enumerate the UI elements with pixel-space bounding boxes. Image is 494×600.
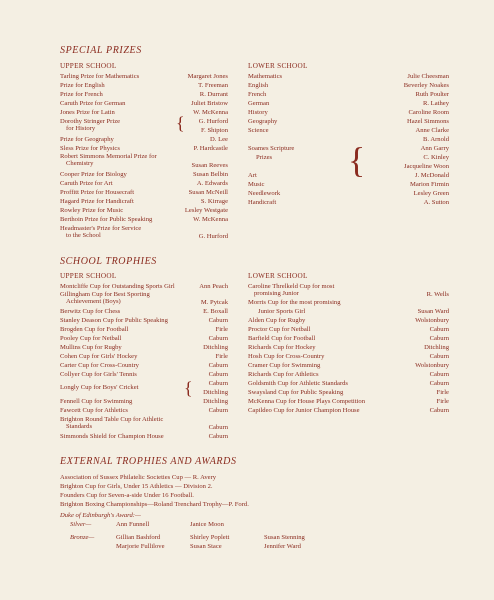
winner: Caroline Room [408,109,449,116]
winner: Caburn [208,371,228,378]
list-item: Mathematics [248,73,283,80]
winner: Ann Garry [420,145,449,152]
list-item: Hosh Cup for Cross-Country [248,353,325,360]
winner: Susan Belbin [193,171,228,178]
list-item: Morris Cup for the most promising [248,299,341,306]
special-lower-heading: LOWER SCHOOL [248,62,308,70]
winner: Ditchling [203,389,228,396]
winner: T. Freeman [198,82,228,89]
list-item: History [248,109,268,116]
special-prizes-heading: SPECIAL PRIZES [60,45,142,56]
trophies-upper-heading: UPPER SCHOOL [60,272,117,280]
list-item: Dorothy Stringer Prize [60,118,121,125]
winner: Caburn [208,380,228,387]
winner: Caburn [208,407,228,414]
winner: Hazel Simmons [407,118,449,125]
award-name: Susan Stenning [264,534,305,541]
bronze-label: Bronze— [70,534,95,541]
list-item: Berthoin Prize for Public Speaking [60,216,153,223]
list-item: Hagard Prize for Handicraft [60,198,134,205]
winner: J. McDonald [414,172,449,179]
list-item: Soames Scripture [248,145,295,152]
list-item: Headmaster's Prize for Service [60,225,142,232]
winner: Jacqueline Woon [404,163,449,170]
winner: C. Kinley [423,154,449,161]
list-item: Alden Cup for Rugby [248,317,306,324]
list-item: Pooley Cup for Netball [60,335,122,342]
list-item: McKenna Cup for House Plays Competition [248,398,366,405]
list-item: Berwitz Cup for Chess [60,308,121,315]
winner: R. Lathey [422,100,449,107]
list-item: Fawcett Cup for Athletics [60,407,128,414]
winner: Ditchling [203,344,228,351]
list-item: Richards Cup for Athletics [248,371,319,378]
winner: S. Kirrage [200,198,228,205]
list-item: Brogden Cup for Football [60,326,129,333]
winner: Caburn [208,362,228,369]
winner: G. Hurford [198,233,228,240]
list-item: Swaysland Cup for Public Speaking [248,389,344,396]
doe-title: Duke of Edinburgh's Award:— [60,512,141,519]
silver-label: Silver— [70,521,92,528]
winner: Wolstonbury [415,362,449,369]
winner: Lesley Westgate [184,207,228,214]
winner: P. Hardcastle [193,145,228,152]
list-item: Proctor Cup for Netball [248,326,311,333]
winner: Ruth Poulter [415,91,449,98]
award-name: Janice Moon [190,521,224,528]
list-item: Fennell Cup for Swimming [60,398,133,405]
list-item: Gillingham Cup for Best Sporting [60,291,150,298]
list-item: Standards [66,423,93,430]
brace: { [184,378,193,398]
winner: Caburn [429,407,449,414]
external-line: Founders Cup for Seven-a-side Under 16 Football. [60,492,194,499]
list-item: Longly Cup for Boys' Cricket [60,384,139,391]
winner: F. Shipton [201,127,228,134]
external-line: Association of Sussex Philatelic Societies Cup — R. Avery [60,474,217,481]
list-item: to the School [66,232,101,239]
list-item: Science [248,127,269,134]
list-item: English [248,82,269,89]
list-item: Capildeo Cup for Junior Champion House [248,407,360,414]
winner: Caburn [208,424,228,431]
winner: M. Pytcak [200,299,228,306]
list-item: Cramer Cup for Swimming [248,362,321,369]
award-name: Gillian Bashford [116,534,161,541]
winner: Caburn [208,317,228,324]
list-item: Proffitt Prize for Housecraft [60,189,135,196]
winner: W. McKenna [193,216,228,223]
winner: Firle [215,326,228,333]
list-item: French [248,91,267,98]
list-item: Stanley Deason Cup for Public Speaking [60,317,168,324]
list-item: Needlework [248,190,281,197]
winner: Ann Peach [199,283,228,290]
winner: Susan McNeill [188,189,228,196]
list-item: Prizes [256,154,273,161]
list-item: Prize for Geography [60,136,114,143]
winner: Susan Ward [417,308,449,315]
special-upper-heading: UPPER SCHOOL [60,62,117,70]
winner: Caburn [429,326,449,333]
list-item: Jones Prize for Latin [60,109,115,116]
list-item: Achievement (Boys) [66,298,121,305]
list-item: Cooper Prize for Biology [60,171,127,178]
winner: Firle [215,353,228,360]
winner: Beverley Noakes [403,82,449,89]
list-item: Carter Cup for Cross-Country [60,362,139,369]
winner: A. Edwards [196,180,228,187]
list-item: Caroline Threlkeld Cup for most [248,283,335,290]
winner: Ditchling [424,344,449,351]
external-line: Brighton Cup for Girls, Under 15 Athletics — Division 2. [60,483,213,490]
winner: R. Wells [426,291,449,298]
winner: D. Lee [210,136,228,143]
winner: Caburn [429,371,449,378]
award-name: Ann Funnell [116,521,150,528]
winner: Julie Cheesman [407,73,449,80]
list-item: for History [66,125,96,132]
list-item: Cohen Cup for Girls' Hockey [60,353,138,360]
winner: Susan Reeves [191,162,228,169]
award-name: Jennifer Ward [264,543,301,550]
school-trophies-heading: SCHOOL TROPHIES [60,256,157,267]
winner: Firle [436,398,449,405]
winner: Wolstonbury [415,317,449,324]
list-item: Rowley Prize for Music [60,207,124,214]
list-item: Brighton Round Table Cup for Athletic [60,416,164,423]
list-item: Collyer Cup for Girls' Tennis [60,371,137,378]
list-item: Handicraft [248,199,277,206]
list-item: Art [248,172,257,179]
list-item: Junior Sports Girl [258,308,306,315]
winner: Anne Clarke [415,127,449,134]
winner: Caburn [208,433,228,440]
winner: Lesley Green [413,190,449,197]
winner: Caburn [208,335,228,342]
winner: Margaret Jones [187,73,228,80]
list-item: Tarling Prize for Mathematics [60,73,140,80]
list-item: Barfield Cup for Football [248,335,316,342]
award-name: Susan Stace [190,543,222,550]
list-item: Geography [248,118,278,125]
list-item: German [248,100,270,107]
list-item: Richards Cup for Hockey [248,344,316,351]
list-item: Prize for English [60,82,105,89]
winner: R. Durrant [199,91,228,98]
winner: A. Sutton [423,199,449,206]
external-heading: EXTERNAL TROPHIES AND AWARDS [60,456,237,467]
list-item: Caruth Prize for German [60,100,126,107]
winner: Firle [436,389,449,396]
winner: G. Hurford [198,118,228,125]
winner: Ditchling [203,398,228,405]
list-item: promising Junior [254,290,299,297]
external-line: Brighton Boxing Championships—Roland Trenchard Trophy—P. Ford. [60,501,249,508]
award-name: Marjorie Fullilove [116,543,165,550]
winner: Caburn [429,353,449,360]
list-item: Robert Simmons Memorial Prize for [60,153,157,160]
list-item: Chemistry [66,160,94,167]
award-name: Shirley Poplett [190,534,230,541]
list-item: Mullins Cup for Rugby [60,344,122,351]
winner: Caburn [429,380,449,387]
brace: { [176,113,185,133]
trophies-lower-heading: LOWER SCHOOL [248,272,308,280]
list-item: Caruth Prize for Art [60,180,113,187]
list-item: Simmonds Shield for Champion House [60,433,164,440]
list-item: Sless Prize for Physics [60,145,120,152]
list-item: Prize for French [60,91,103,98]
list-item: Music [248,181,265,188]
winner: Juliet Bristow [191,100,228,107]
list-item: Goldsmith Cup for Athletic Standards [248,380,348,387]
brace: { [348,140,366,180]
list-item: Montcliffe Cup for Outstanding Sports Girl [60,283,175,290]
winner: E. Boxall [203,308,228,315]
winner: W. McKenna [193,109,228,116]
winner: B. Arnold [422,136,449,143]
winner: Marion Firmin [409,181,449,188]
winner: Caburn [429,335,449,342]
